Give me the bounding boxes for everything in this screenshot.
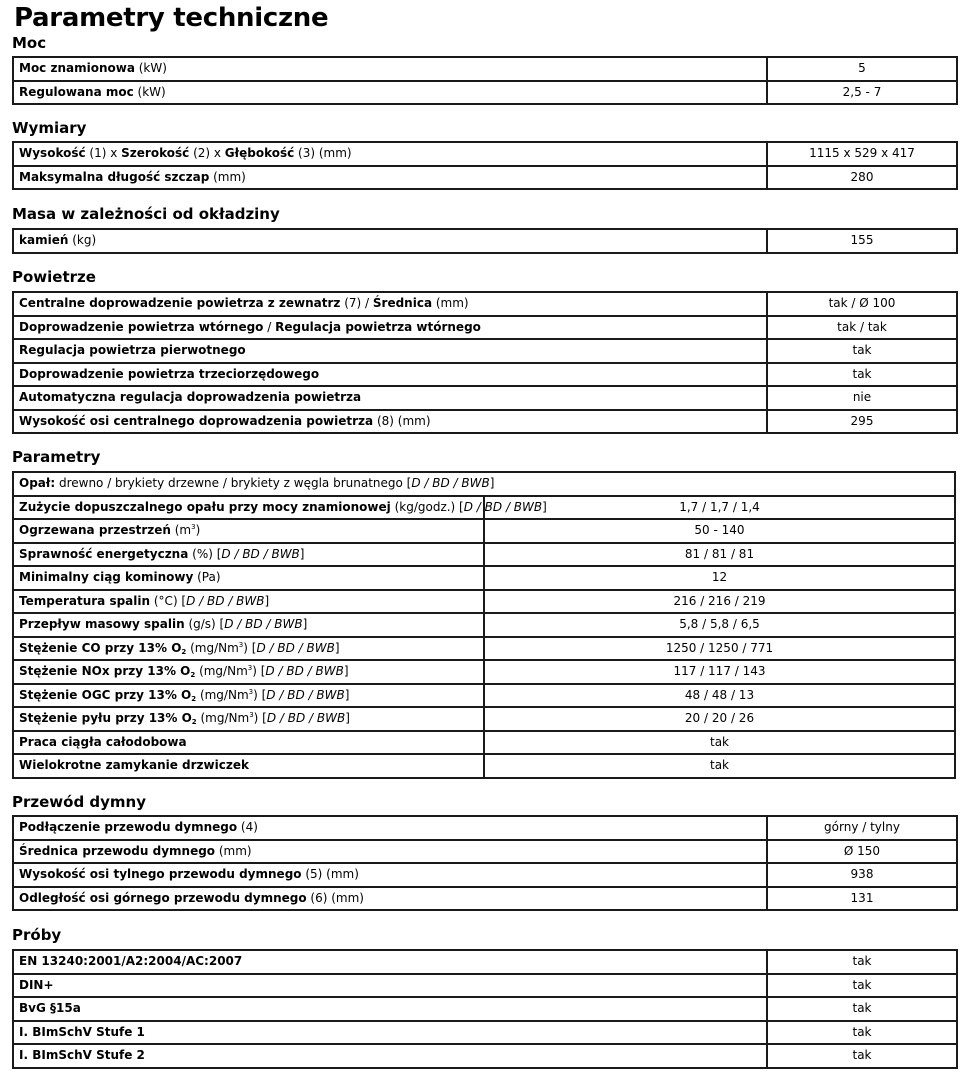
- spec-table: [12, 949, 958, 1069]
- label-segment: (3) (mm): [294, 146, 352, 160]
- row-label: [13, 997, 767, 1021]
- table-row: [13, 997, 957, 1021]
- label-segment: /: [263, 319, 276, 334]
- spec-table: [12, 56, 958, 105]
- label-segment: Centralne doprowadzenie powietrza z zewnatrz: [19, 296, 341, 310]
- row-value: 131: [767, 887, 957, 911]
- table-row: [13, 1021, 957, 1045]
- label-segment: (kg/godz.) [: [390, 499, 464, 514]
- row-value: 2,5 - 7: [767, 81, 957, 105]
- section-title: Masa w zależności od okładziny: [12, 205, 280, 223]
- label-segment: (kg): [68, 233, 97, 247]
- row-value: tak / tak: [767, 316, 957, 340]
- row-value: 117 / 117 / 143: [484, 660, 955, 684]
- label-segment: Stężenie OGC przy 13% O: [19, 687, 192, 702]
- label-segment: 3: [248, 687, 254, 696]
- row-value: 12: [484, 566, 955, 590]
- label-segment: Maksymalna długość szczap: [19, 169, 210, 184]
- label-segment: Stężenie pyłu przy 13% O: [19, 711, 192, 725]
- row-label: [13, 386, 767, 410]
- label-segment: (7) /: [340, 296, 373, 310]
- row-value: nie: [767, 386, 957, 410]
- label-segment: DIN+: [19, 977, 54, 992]
- table-row: [13, 887, 957, 911]
- row-value: tak: [767, 1044, 957, 1068]
- label-segment: (°C) [: [150, 593, 187, 608]
- section-title: Moc: [12, 34, 47, 52]
- label-segment: ]: [334, 640, 340, 655]
- row-label: [13, 863, 767, 887]
- row-value: 295: [767, 410, 957, 434]
- section-title: Próby: [12, 926, 62, 944]
- spec-table: [12, 815, 958, 911]
- label-segment: 2: [181, 647, 187, 656]
- page-title: Parametry techniczne: [14, 3, 329, 33]
- table-row: [13, 229, 957, 253]
- label-segment: (kW): [133, 84, 166, 99]
- table-row: [13, 590, 955, 614]
- row-value: 1,7 / 1,7 / 1,4: [484, 496, 955, 520]
- table-row: [13, 81, 957, 105]
- table-row: [13, 684, 955, 708]
- label-segment: Praca ciągła całodobowa: [19, 734, 187, 749]
- label-segment: ]: [343, 664, 349, 678]
- label-segment: Ogrzewana przestrzeń: [19, 523, 171, 537]
- row-value: 50 - 140: [484, 519, 955, 543]
- label-segment: Regulowana moc: [19, 84, 134, 99]
- label-segment: ]: [302, 617, 308, 631]
- label-segment: Szerokość: [121, 146, 190, 160]
- row-value: tak: [767, 997, 957, 1021]
- table-row: [13, 754, 955, 778]
- row-label: [13, 816, 767, 840]
- row-value: tak: [484, 754, 955, 778]
- row-value: 938: [767, 863, 957, 887]
- section-title: Parametry: [12, 448, 101, 466]
- table-row: [13, 974, 957, 998]
- label-segment: 3: [249, 711, 254, 719]
- table-row: [13, 472, 955, 496]
- label-segment: Stężenie NOx przy 13% O: [19, 664, 191, 678]
- spec-table: [12, 228, 958, 254]
- row-label: [13, 887, 767, 911]
- label-segment: D / BD / BWB: [265, 664, 344, 678]
- row-label: [13, 166, 767, 190]
- table-row: [13, 660, 955, 684]
- row-value: tak: [767, 339, 957, 363]
- label-segment: ]: [489, 476, 495, 490]
- row-label: [13, 660, 484, 684]
- label-segment: ]: [299, 546, 305, 561]
- row-label: [13, 590, 484, 614]
- table-row: [13, 166, 957, 190]
- label-segment: Głębokość: [224, 146, 295, 160]
- label-segment: D / BD / BWB: [186, 593, 265, 608]
- label-segment: drewno / brykiety drzewne / brykiety z węgla brunatnego [: [55, 476, 412, 490]
- table-row: [13, 410, 957, 434]
- label-segment: (Pa): [193, 570, 221, 584]
- row-label: [13, 292, 767, 316]
- table-row: [13, 543, 955, 567]
- row-label: [13, 472, 955, 496]
- label-segment: Wysokość osi centralnego doprowadzenia powietrza: [19, 413, 374, 428]
- row-label: [13, 707, 484, 731]
- row-value: tak / Ø 100: [767, 292, 957, 316]
- label-segment: (g/s) [: [184, 617, 225, 631]
- label-segment: 3: [247, 664, 253, 672]
- row-label: [13, 57, 767, 81]
- label-segment: (%) [: [188, 546, 222, 561]
- row-label: [13, 316, 767, 340]
- table-row: [13, 292, 957, 316]
- label-segment: ]: [345, 711, 350, 725]
- label-segment: Wysokość osi tylnego przewodu dymnego: [19, 867, 302, 881]
- table-row: [13, 386, 957, 410]
- label-segment: kamień: [19, 233, 69, 247]
- table-row: [13, 1044, 957, 1068]
- row-label: [13, 754, 484, 778]
- row-value: 280: [767, 166, 957, 190]
- row-value: górny / tylny: [767, 816, 957, 840]
- label-segment: Opał:: [19, 476, 56, 490]
- label-segment: (m: [170, 523, 192, 537]
- label-segment: (mg/Nm: [186, 640, 239, 655]
- table-row: [13, 519, 955, 543]
- row-value: 5: [767, 57, 957, 81]
- table-row: [13, 816, 957, 840]
- label-segment: (5) (mm): [301, 867, 359, 881]
- label-segment: Zużycie dopuszczalnego opału przy mocy znamionowej: [19, 499, 391, 514]
- label-segment: ) [: [252, 664, 266, 678]
- row-value: tak: [767, 974, 957, 998]
- row-label: [13, 543, 484, 567]
- table-row: [13, 707, 955, 731]
- label-segment: D / BD / BWB: [224, 617, 303, 631]
- row-label: [13, 950, 767, 974]
- table-row: [13, 950, 957, 974]
- row-value: tak: [767, 363, 957, 387]
- label-segment: EN 13240:2001/A2:2004/AC:2007: [19, 954, 243, 968]
- section-title: Przewód dymny: [12, 793, 147, 811]
- table-row: [13, 316, 957, 340]
- label-segment: (4): [237, 820, 258, 834]
- row-label: [13, 496, 547, 520]
- row-label: [13, 229, 767, 253]
- table-row: [13, 142, 957, 166]
- label-segment: Przepływ masowy spalin: [19, 617, 185, 631]
- label-segment: (mm): [209, 169, 246, 184]
- row-label: [13, 613, 484, 637]
- label-segment: I. BImSchV Stufe 2: [19, 1048, 145, 1062]
- table-row: [13, 731, 955, 755]
- row-value: tak: [767, 950, 957, 974]
- label-segment: Wielokrotne zamykanie drzwiczek: [19, 758, 249, 772]
- label-segment: Sprawność energetyczna: [19, 546, 189, 561]
- label-segment: D / BD / BWB: [256, 640, 335, 655]
- label-segment: ): [195, 523, 201, 537]
- section-title: Wymiary: [12, 119, 87, 137]
- label-segment: Średnica: [372, 296, 433, 310]
- label-segment: 2: [191, 694, 197, 703]
- label-segment: ) [: [253, 687, 267, 702]
- label-segment: D / BD / BWB: [266, 687, 345, 702]
- spec-table: [12, 141, 958, 190]
- table-row: [13, 566, 955, 590]
- table-row: [13, 637, 955, 661]
- row-label: [13, 142, 767, 166]
- label-segment: 3: [238, 640, 244, 649]
- label-segment: Doprowadzenie powietrza wtórnego: [19, 319, 264, 334]
- label-segment: D / BD / BWB: [463, 499, 543, 514]
- label-segment: D / BD / BWB: [411, 476, 490, 490]
- label-segment: (kW): [134, 61, 167, 75]
- spec-table: [12, 291, 958, 434]
- row-label: [13, 363, 767, 387]
- label-segment: (6) (mm): [306, 890, 364, 905]
- row-label: [13, 519, 484, 543]
- label-segment: 2: [191, 718, 197, 726]
- label-segment: (mg/Nm: [195, 664, 248, 678]
- row-value: 216 / 216 / 219: [484, 590, 955, 614]
- row-value: Ø 150: [767, 840, 957, 864]
- row-value: 155: [767, 229, 957, 253]
- row-label: [13, 339, 767, 363]
- table-row: [13, 339, 957, 363]
- row-label: [13, 81, 767, 105]
- label-segment: (2) x: [189, 146, 225, 160]
- label-segment: Stężenie CO przy 13% O: [19, 640, 182, 655]
- row-value: 1250 / 1250 / 771: [484, 637, 955, 661]
- row-label: [13, 566, 484, 590]
- table-row: [13, 613, 955, 637]
- label-segment: Regulacja powietrza wtórnego: [275, 319, 481, 334]
- table-row: [13, 496, 955, 520]
- table-row: [13, 363, 957, 387]
- label-segment: (1) x: [85, 146, 122, 160]
- label-segment: D / BD / BWB: [221, 546, 300, 561]
- label-segment: I. BImSchV Stufe 1: [19, 1024, 145, 1039]
- row-value: tak: [767, 1021, 957, 1045]
- row-label: [13, 637, 484, 661]
- label-segment: (mm): [432, 296, 469, 310]
- label-segment: (mg/Nm: [196, 687, 249, 702]
- table-row: [13, 840, 957, 864]
- row-label: [13, 684, 484, 708]
- table-row: [13, 57, 957, 81]
- label-segment: BvG §15a: [19, 1001, 81, 1015]
- label-segment: (mm): [215, 843, 252, 858]
- label-segment: Średnica przewodu dymnego: [19, 843, 216, 858]
- label-segment: ]: [344, 687, 350, 702]
- label-segment: Temperatura spalin: [19, 593, 151, 608]
- label-segment: Regulacja powietrza pierwotnego: [19, 343, 246, 357]
- row-value: 5,8 / 5,8 / 6,5: [484, 613, 955, 637]
- row-label: [13, 1021, 767, 1045]
- spec-table: [12, 471, 956, 779]
- label-segment: Minimalny ciąg kominowy: [19, 570, 194, 584]
- row-value: 48 / 48 / 13: [484, 684, 955, 708]
- row-value: 20 / 20 / 26: [484, 707, 955, 731]
- label-segment: 3: [191, 523, 196, 531]
- row-label: [13, 731, 484, 755]
- label-segment: 2: [190, 671, 196, 679]
- row-label: [13, 410, 767, 434]
- row-label: [13, 974, 767, 998]
- label-segment: Odległość osi górnego przewodu dymnego: [19, 890, 307, 905]
- label-segment: ]: [264, 593, 270, 608]
- label-segment: Automatyczna regulacja doprowadzenia powietrza: [19, 390, 362, 404]
- row-value: tak: [484, 731, 955, 755]
- label-segment: Podłączenie przewodu dymnego: [19, 820, 238, 834]
- label-segment: (mg/Nm: [196, 711, 250, 725]
- table-row: [13, 863, 957, 887]
- label-segment: ) [: [253, 711, 267, 725]
- label-segment: Moc znamionowa: [19, 61, 135, 75]
- row-value: 81 / 81 / 81: [484, 543, 955, 567]
- label-segment: Wysokość: [19, 146, 86, 160]
- label-segment: ]: [542, 499, 547, 514]
- label-segment: Doprowadzenie powietrza trzeciorzędowego: [19, 366, 320, 381]
- section-title: Powietrze: [12, 268, 96, 286]
- row-value: 1115 x 529 x 417: [767, 142, 957, 166]
- row-label: [13, 840, 767, 864]
- row-label: [13, 1044, 767, 1068]
- label-segment: D / BD / BWB: [266, 711, 346, 725]
- label-segment: ) [: [243, 640, 257, 655]
- label-segment: (8) (mm): [373, 413, 431, 428]
